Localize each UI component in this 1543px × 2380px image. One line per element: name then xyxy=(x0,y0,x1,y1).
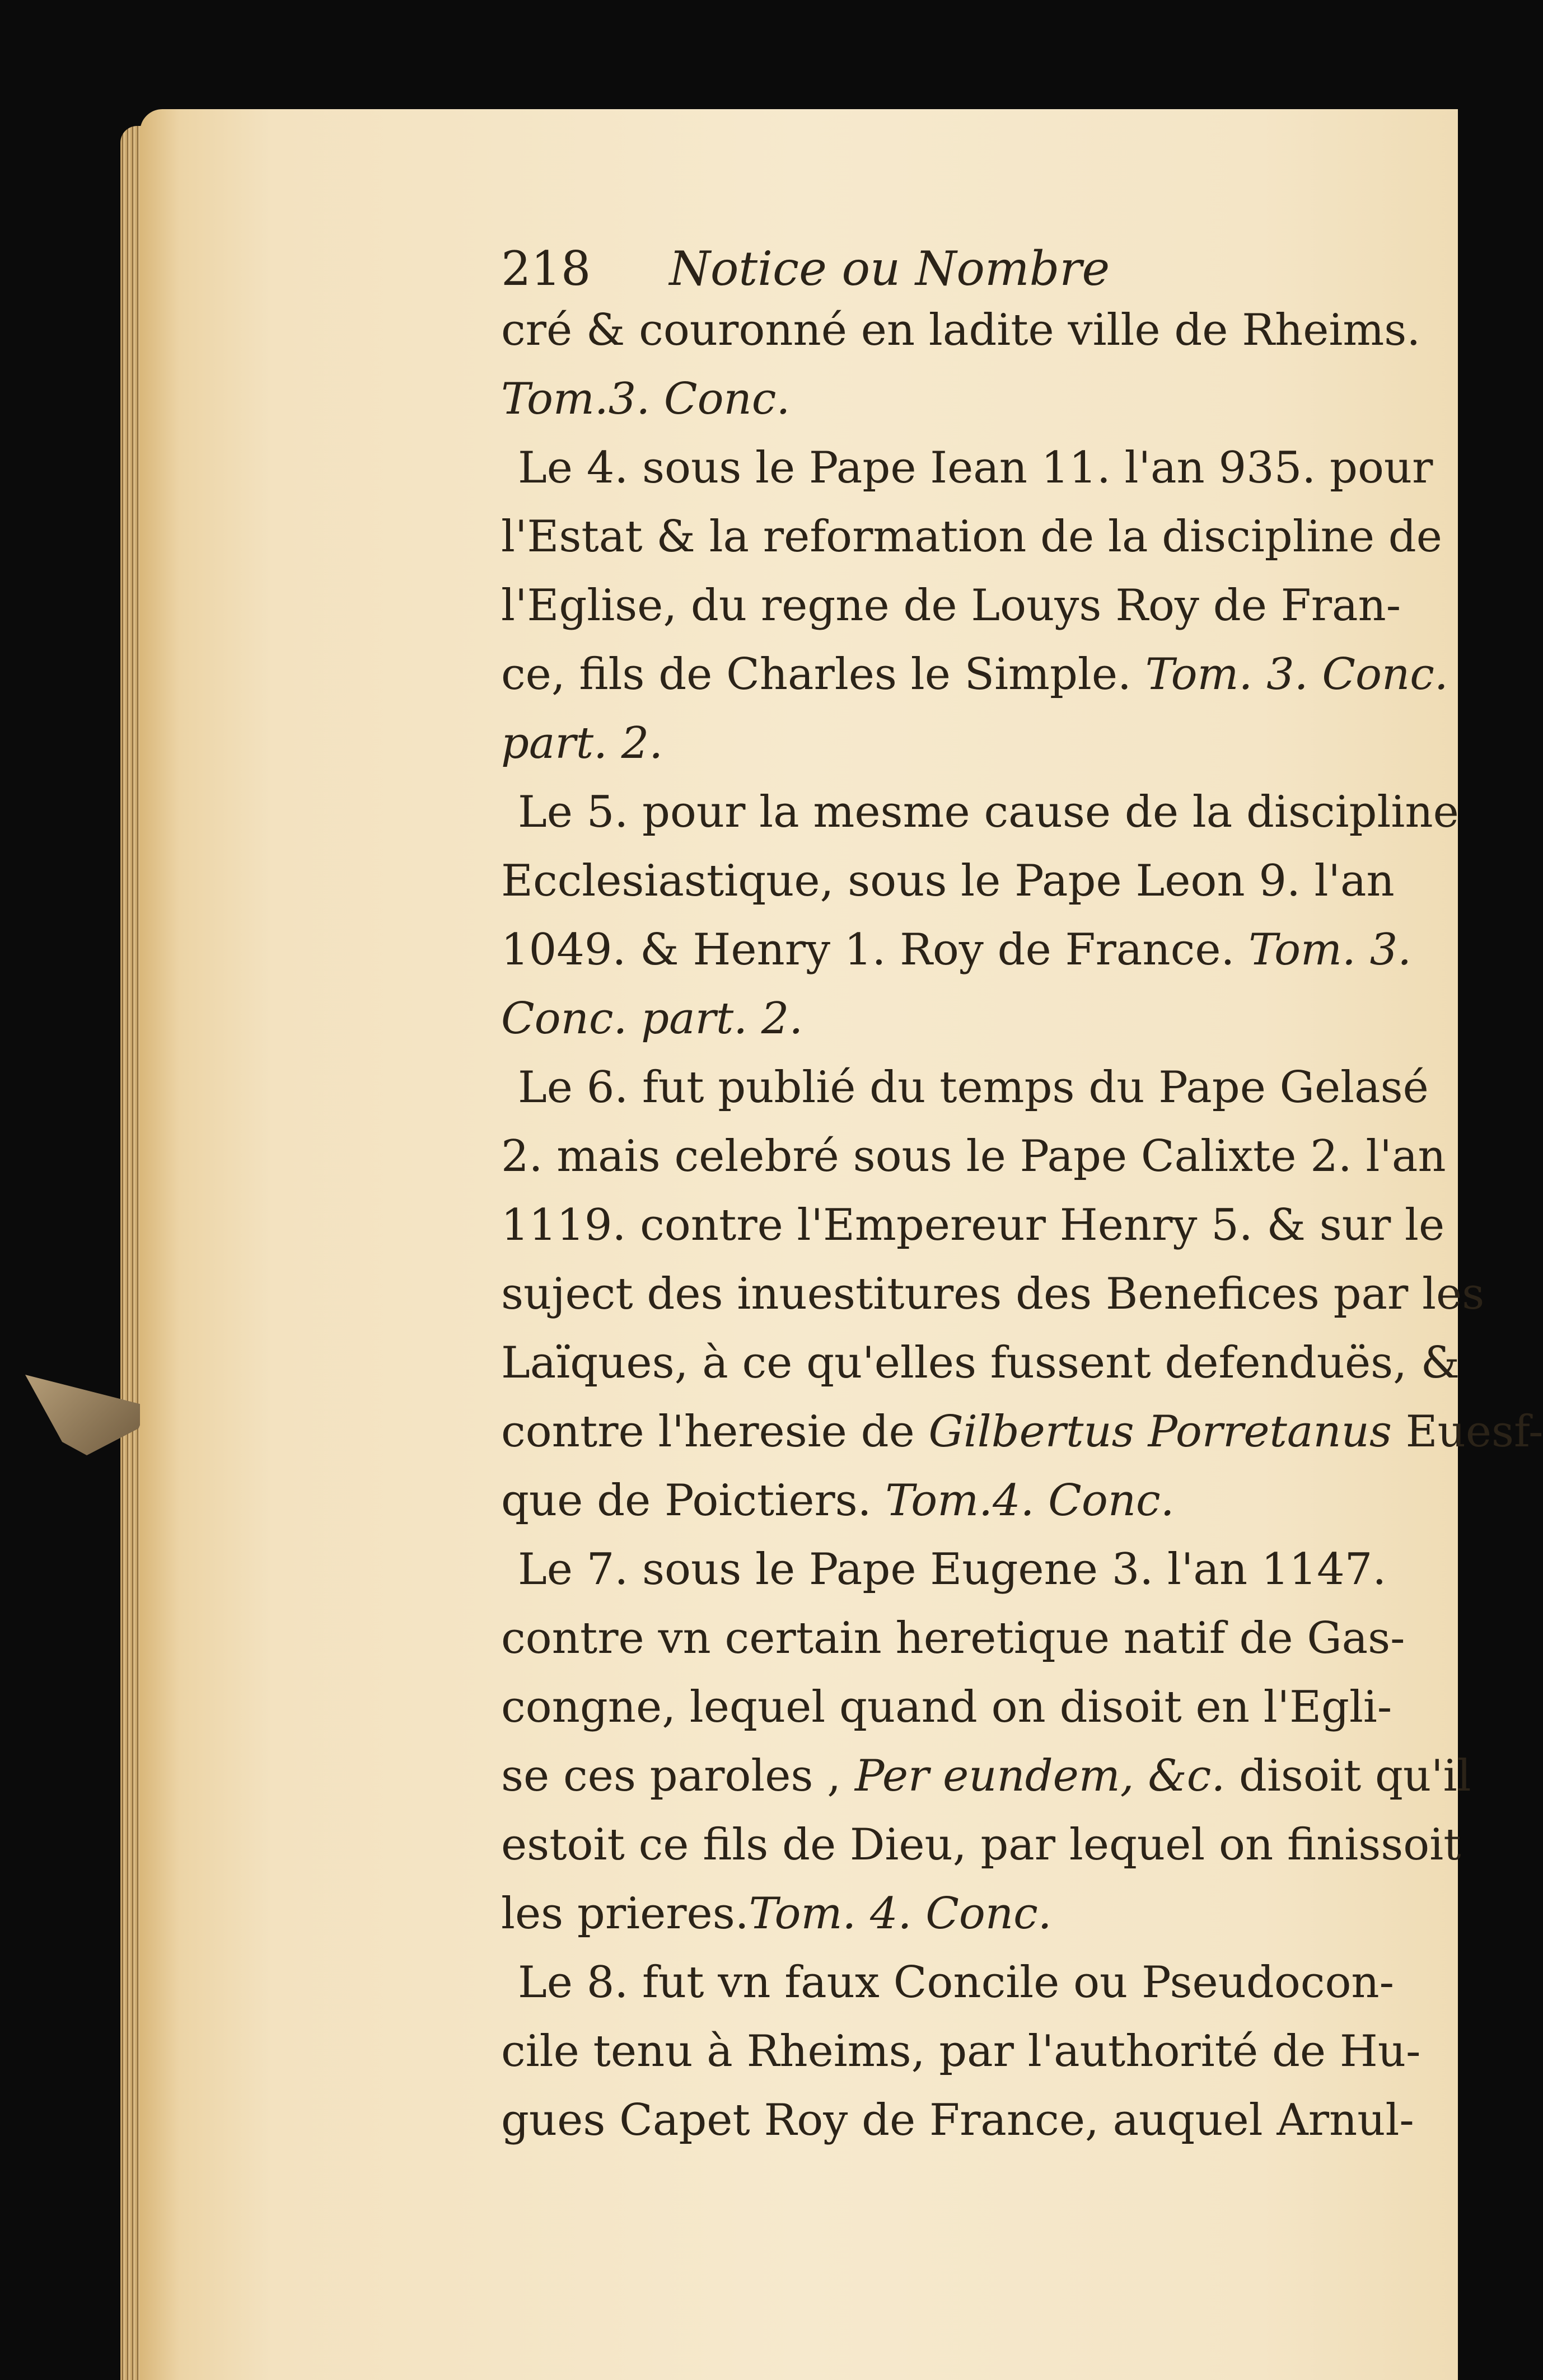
running-title: Notice ou Nombre xyxy=(669,241,1110,296)
line-text: Ecclesiastique, sous le Pape Leon 9. l'an xyxy=(501,856,1395,906)
text-line xyxy=(501,1811,1461,1878)
line-text: ce, fils de Charles le Simple. xyxy=(501,649,1145,700)
text-line xyxy=(501,297,1420,364)
line-text-after: Euesf- xyxy=(1391,1407,1543,1457)
text-line xyxy=(518,1536,1386,1603)
line-text: contre l'heresie de xyxy=(501,1407,929,1457)
text-line xyxy=(501,1329,1460,1397)
text-line xyxy=(501,1880,1052,1947)
line-italic: Conc. part. 2. xyxy=(501,994,803,1044)
line-italic: Tom. 3. xyxy=(1249,925,1412,975)
text-line xyxy=(501,366,790,433)
line-text: Le 8. fut vn faux Concile ou Pseudocon- xyxy=(518,1957,1395,2008)
line-text: l'Eglise, du regne de Louys Roy de Fran- xyxy=(501,580,1401,631)
line-text: Le 4. sous le Pape Iean 11. l'an 935. pour xyxy=(518,443,1433,493)
page-number: 218 xyxy=(501,241,591,296)
line-text: cré & couronné en ladite ville de Rheims. xyxy=(501,305,1421,355)
line-text: contre vn certain heretique natif de Gas- xyxy=(501,1613,1405,1664)
line-text: se ces paroles , xyxy=(501,1751,855,1801)
line-italic: Tom.4. Conc. xyxy=(885,1475,1175,1526)
text-line xyxy=(518,1054,1429,1121)
text-line xyxy=(501,1261,1484,1328)
line-text: cile tenu à Rheims, par l'authorité de Hu- xyxy=(501,2026,1421,2077)
text-line xyxy=(501,916,1411,983)
line-text-after: disoit qu'il xyxy=(1225,1751,1471,1801)
line-text: Le 7. sous le Pape Eugene 3. l'an 1147. xyxy=(518,1544,1387,1595)
text-line xyxy=(501,641,1448,708)
text-line xyxy=(501,847,1395,915)
line-text: les prieres. xyxy=(501,1889,749,1939)
text-line xyxy=(501,1605,1405,1672)
line-text: suject des inuestitures des Benefices par les xyxy=(501,1269,1485,1319)
line-text: Laïques, à ce qu'elles fussent defenduës, & xyxy=(501,1338,1460,1388)
line-italic: Tom. 3. Conc. xyxy=(1145,649,1448,700)
text-line xyxy=(501,1467,1175,1534)
running-header xyxy=(501,235,1419,302)
text-line xyxy=(501,1192,1444,1259)
line-italic: Tom.3. Conc. xyxy=(501,374,791,424)
line-text: congne, lequel quand on disoit en l'Egli- xyxy=(501,1682,1392,1732)
text-line xyxy=(518,1949,1394,2016)
line-text: 2. mais celebré sous le Pape Calixte 2. l'an xyxy=(501,1131,1446,1182)
text-line xyxy=(501,1742,1471,1810)
line-text: gues Capet Roy de France, auquel Arnul- xyxy=(501,2095,1414,2145)
line-text: estoit ce fils de Dieu, par lequel on finissoit xyxy=(501,1820,1461,1870)
text-line xyxy=(501,985,803,1052)
text-line xyxy=(501,2087,1414,2154)
text-line xyxy=(501,1398,1543,1465)
text-line xyxy=(518,779,1459,846)
text-line xyxy=(501,2018,1420,2085)
line-italic: part. 2. xyxy=(501,718,663,769)
text-line xyxy=(501,503,1442,570)
text-line xyxy=(501,1123,1446,1190)
line-text: Le 5. pour la mesme cause de la discipline xyxy=(518,787,1459,837)
line-italic: Tom. 4. Conc. xyxy=(749,1889,1052,1939)
text-line xyxy=(518,434,1433,502)
line-text: 1049. & Henry 1. Roy de France. xyxy=(501,925,1249,975)
line-italic: Per eundem, &c. xyxy=(854,1751,1226,1801)
line-text: 1119. contre l'Empereur Henry 5. & sur le xyxy=(501,1200,1445,1250)
text-line xyxy=(501,572,1401,639)
line-text: l'Estat & la reformation de la discipline de xyxy=(501,512,1442,562)
line-text: que de Poictiers. xyxy=(501,1475,886,1526)
line-italic: Gilbertus Porretanus xyxy=(928,1407,1392,1457)
text-line xyxy=(501,710,663,777)
line-text: Le 6. fut publié du temps du Pape Gelasé xyxy=(518,1062,1429,1113)
text-line xyxy=(501,1674,1392,1741)
